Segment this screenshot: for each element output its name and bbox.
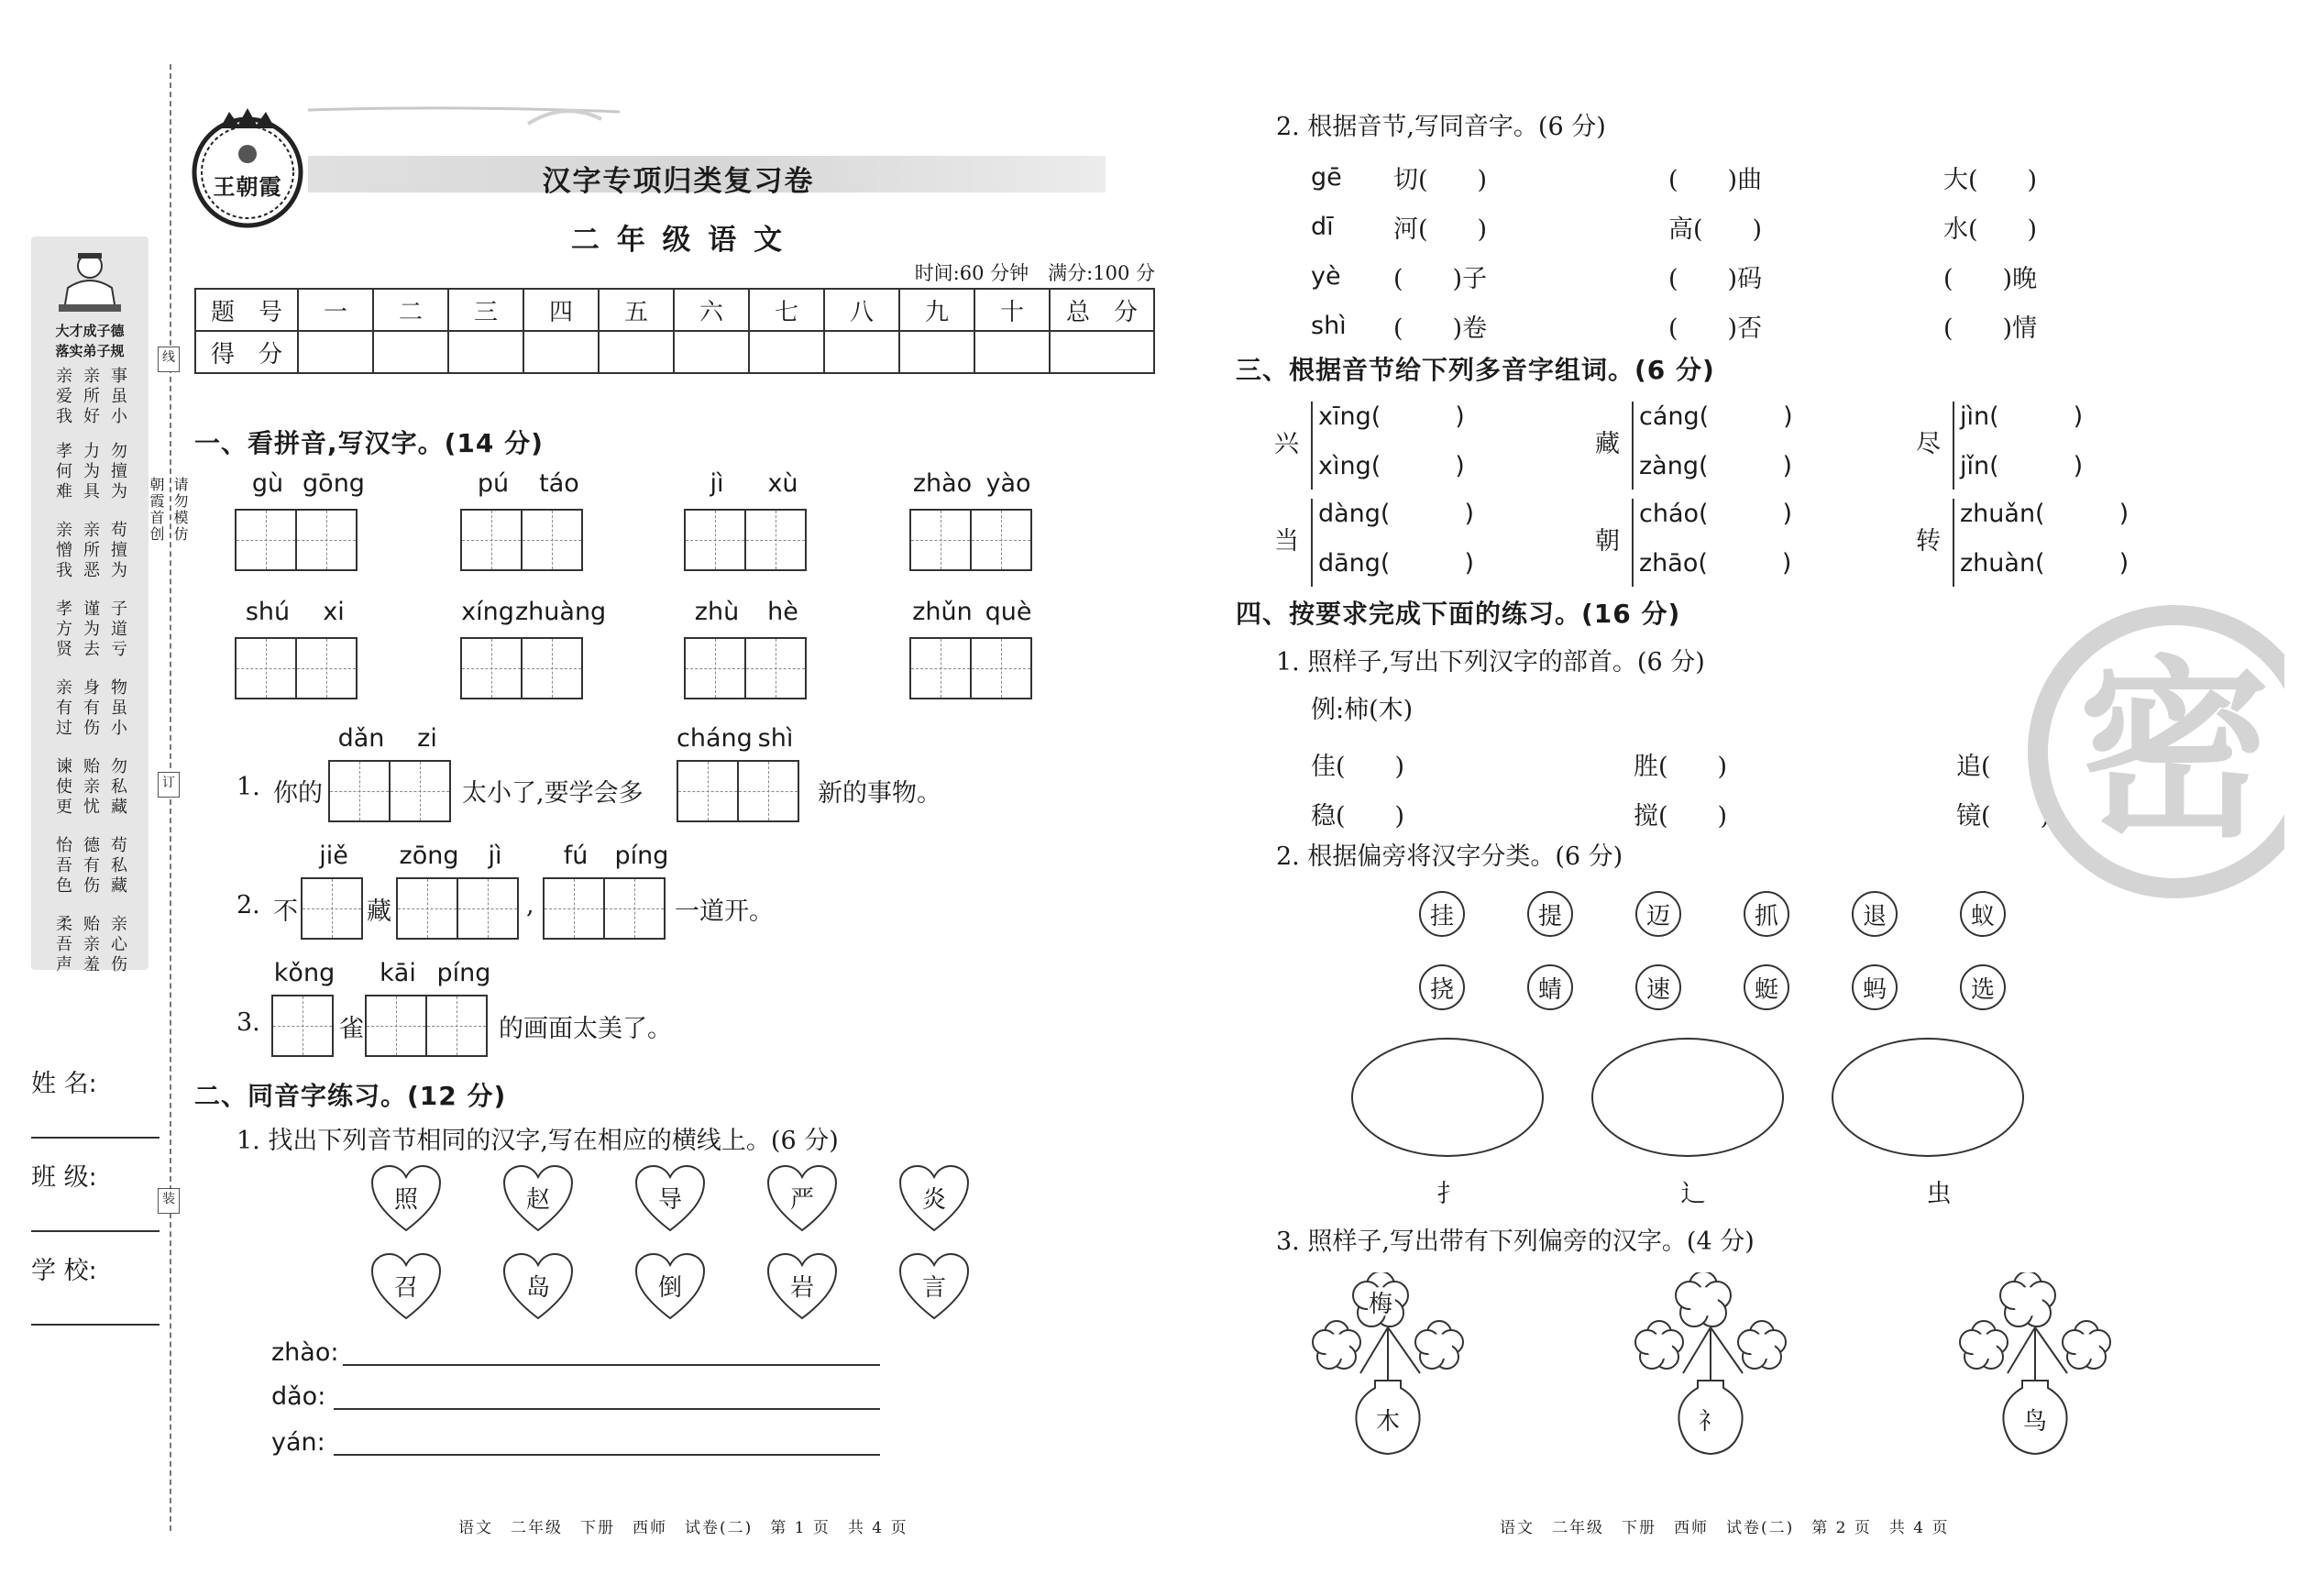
score-input-cell[interactable] (523, 331, 599, 373)
pinyin: pú (477, 469, 510, 498)
polyphone-blank[interactable]: jìn( ) (1960, 402, 2084, 431)
heart-char: 倒 (657, 1274, 682, 1302)
section1-title: 一、看拼音,写汉字。(14 分) (194, 428, 544, 458)
sentence1-grid1 (328, 724, 460, 822)
pinyin: dǎn (337, 724, 385, 753)
writing-cell[interactable] (365, 995, 427, 1057)
margin-mark: 线 (158, 347, 180, 372)
polyphone-blank[interactable]: xīng( ) (1318, 402, 1465, 431)
heart-card (634, 1164, 706, 1234)
school-field[interactable] (31, 1324, 160, 1326)
brand-emblem-icon (183, 103, 312, 231)
homophone-blank[interactable]: ( )子 (1393, 264, 1488, 293)
flower-pot (1305, 1272, 1470, 1456)
motto-line: 子道亏 (108, 600, 127, 660)
sentence1-mid: 太小了,要学会多 (462, 779, 644, 808)
watermark-text: 密 (2077, 639, 2271, 864)
score-table-cell: 总 分 (1050, 289, 1154, 331)
motto-line: 亲所好 (81, 367, 100, 427)
brace (1311, 402, 1313, 490)
class-label: 班 级: (31, 1163, 97, 1192)
pinyin: zhù (694, 598, 740, 626)
motto-line: 孝方贤 (53, 600, 72, 660)
writing-cell[interactable] (460, 509, 523, 571)
polyphone-blank[interactable]: xìng( ) (1318, 452, 1465, 480)
pinyin: shú (245, 598, 291, 626)
motto-panel (31, 237, 149, 975)
scholar-icon (55, 246, 125, 319)
polyphone-blank[interactable]: jǐn( ) (1960, 452, 2084, 480)
polyphone-blank[interactable]: zàng( ) (1639, 452, 1793, 480)
name-field[interactable] (31, 1137, 160, 1139)
answer-line-label: dǎo: (271, 1382, 326, 1411)
score-table-cell: 二 (373, 289, 448, 331)
q2-title: 2. 根据音节,写同音字。(6 分) (1276, 113, 1606, 141)
pinyin: xíng (461, 598, 514, 626)
writing-cell[interactable] (425, 995, 488, 1057)
oval-label: 扌 (1436, 1180, 1462, 1208)
answer-line-yan[interactable] (334, 1452, 880, 1456)
pinyin: gù (251, 469, 284, 498)
motto-line: 怡吾色 (53, 836, 72, 897)
binding-line (170, 64, 171, 1531)
pinyin: zhuàng (515, 598, 607, 626)
section4-q3: 3. 照样子,写出带有下列偏旁的汉字。(4 分) (1276, 1227, 1755, 1256)
pinyin-grid-group (684, 598, 816, 699)
margin-mark: 订 (158, 772, 180, 798)
vase-radical: 木 (1375, 1408, 1400, 1436)
writing-cell[interactable] (460, 637, 523, 699)
char-circle: 挂 (1419, 891, 1465, 937)
pinyin-grid-group (460, 469, 592, 571)
score-table-cell: 八 (824, 289, 899, 331)
time-info: 时间:60 分钟 满分:100 分 (914, 262, 1155, 284)
page-subtitle: 二 年 级 语 文 (570, 224, 787, 257)
score-table-header-row (195, 289, 1154, 331)
homophone-row (1311, 152, 2118, 202)
sort-oval-hand[interactable] (1351, 1038, 1544, 1157)
sentence1-pre: 你的 (273, 779, 323, 808)
heart-card (502, 1164, 574, 1234)
motto-line: 亲爱我 (53, 367, 72, 427)
homophone-blank[interactable]: 河( ) (1393, 215, 1488, 244)
sentence2-grid2 (396, 842, 528, 940)
pinyin: zhǔn (912, 598, 973, 626)
homophone-blank[interactable]: 大( ) (1943, 165, 2038, 194)
writing-cell[interactable] (744, 509, 807, 571)
char-circle: 选 (1960, 964, 2006, 1010)
pinyin: zhào (912, 469, 973, 498)
brace (1311, 499, 1313, 587)
brand-logo (183, 103, 312, 231)
sentence2-num: 2. (237, 891, 260, 919)
writing-cell[interactable] (389, 760, 451, 822)
motto-line: 物虽小 (108, 678, 127, 739)
writing-cell[interactable] (295, 637, 358, 699)
homophone-blank[interactable]: ( )晚 (1943, 264, 2038, 293)
flower-pot (1628, 1272, 1793, 1456)
heart-char: 岩 (789, 1274, 814, 1302)
brace (1953, 499, 1954, 587)
motto-line: 谏使更 (53, 757, 72, 818)
pinyin: jiě (319, 842, 348, 870)
char-circle: 蚂 (1852, 964, 1898, 1010)
footer-right: 语文 二年级 下册 西师 试卷(二) 第 2 页 共 4 页 (1500, 1519, 1950, 1537)
score-table-cell: 九 (899, 289, 974, 331)
score-input-cell[interactable] (599, 331, 674, 373)
writing-cell[interactable] (677, 760, 739, 822)
motto-line: 苟擅为 (108, 521, 127, 581)
char-circle: 迈 (1635, 891, 1681, 937)
polyphone-blank[interactable]: dàng( ) (1318, 500, 1475, 528)
homophone-blank[interactable]: ( )码 (1668, 264, 1763, 293)
score-input-cell[interactable] (298, 331, 373, 373)
writing-cell[interactable] (684, 637, 746, 699)
score-input-cell[interactable] (824, 331, 899, 373)
radical-blank[interactable]: 搅( ) (1634, 801, 1728, 831)
char-circle: 挠 (1419, 964, 1465, 1010)
sentence3-num: 3. (237, 1008, 260, 1037)
pinyin: zi (417, 724, 437, 753)
score-table-cell: 题 号 (195, 289, 298, 331)
homophone-blank[interactable]: ( )曲 (1668, 165, 1763, 194)
score-table (194, 288, 1155, 374)
pinyin: shì (757, 724, 794, 753)
polyphone-char: 兴 (1274, 430, 1299, 458)
writing-cell[interactable] (328, 760, 391, 822)
motto-line: 亲憎我 (53, 521, 72, 581)
pinyin: píng (436, 959, 491, 987)
radical-table (1311, 739, 2118, 838)
sentence2-comma: , (526, 891, 534, 919)
pinyin: kāi (380, 959, 416, 987)
polyphone-char: 藏 (1595, 430, 1620, 458)
homophone-blank[interactable]: 高( ) (1668, 215, 1763, 244)
pinyin-grid-group (684, 469, 816, 571)
pinyin: píng (614, 842, 669, 870)
writing-cell[interactable] (543, 877, 605, 940)
pinyin: shì (1311, 311, 1347, 340)
heart-card (370, 1252, 442, 1322)
polyphone-blank[interactable]: dāng( ) (1318, 549, 1475, 578)
vertical-note (147, 477, 189, 543)
writing-cell[interactable] (909, 637, 972, 699)
pinyin: gē (1311, 162, 1342, 192)
sentence2-post: 一道开。 (675, 897, 774, 926)
polyphone-blank[interactable]: zhuàn( ) (1960, 549, 2129, 578)
pinyin: gōng (303, 469, 365, 498)
sort-oval-walk[interactable] (1591, 1038, 1784, 1157)
name-label: 姓 名: (31, 1070, 97, 1098)
oval-label: 虫 (1926, 1180, 1952, 1208)
pinyin: cháng (677, 724, 753, 753)
score-table-cell: 一 (298, 289, 373, 331)
brand-logo-text: 王朝霞 (213, 173, 282, 200)
answer-line-label: yán: (271, 1428, 325, 1457)
circle-row-2 (1419, 964, 2006, 1010)
polyphone-char: 尽 (1916, 430, 1941, 458)
heart-card (898, 1164, 970, 1234)
heart-card (898, 1252, 970, 1322)
pinyin-grid-group (909, 598, 1041, 699)
writing-cell[interactable] (909, 509, 972, 571)
homophone-row (1311, 202, 2118, 251)
heart-card (370, 1164, 442, 1234)
brace (1632, 402, 1634, 490)
char-circle: 速 (1635, 964, 1681, 1010)
pinyin: xù (767, 469, 798, 498)
watermark-seal (2028, 605, 2284, 908)
pinyin: yào (985, 469, 1031, 498)
pinyin: què (985, 598, 1032, 626)
motto-line: 苟私藏 (108, 836, 127, 897)
radical-blank[interactable]: 镜( ) (1956, 801, 2051, 831)
score-table-cell: 三 (448, 289, 523, 331)
writing-cell[interactable] (235, 637, 297, 699)
brace (1953, 402, 1954, 490)
score-table-cell: 七 (749, 289, 824, 331)
polyphone-char: 朝 (1595, 527, 1620, 556)
writing-cell[interactable] (684, 509, 746, 571)
writing-cell[interactable] (295, 509, 358, 571)
motto-line: 德有伤 (81, 836, 100, 897)
score-input-cell[interactable] (373, 331, 448, 373)
motto-columns (42, 367, 138, 988)
margin-mark: 装 (158, 1188, 180, 1214)
score-input-cell[interactable] (749, 331, 824, 373)
pinyin-grid-group (235, 598, 367, 699)
writing-cell[interactable] (603, 877, 666, 940)
score-input-cell[interactable] (974, 331, 1050, 373)
score-input-cell[interactable] (899, 331, 974, 373)
motto-line: 亲所恶 (81, 521, 100, 581)
char-circle: 蚁 (1960, 891, 2006, 937)
vertical-note-1: 朝霞首创 (148, 477, 165, 543)
writing-cell[interactable] (744, 637, 807, 699)
polyphone-blank[interactable]: cáng( ) (1639, 402, 1793, 431)
score-label: 得 分 (195, 331, 298, 373)
sentence1-post: 新的事物。 (818, 779, 941, 808)
radical-example: 例:柿(木) (1311, 696, 1414, 724)
radical-row (1311, 739, 2118, 788)
homophone-blank[interactable]: 切( ) (1393, 165, 1488, 194)
section2-q1: 1. 找出下列音节相同的汉字,写在相应的横线上。(6 分) (237, 1127, 839, 1155)
homophone-blank[interactable]: ( )卷 (1393, 314, 1488, 343)
motto-line: 贻亲羞 (81, 915, 100, 975)
motto-line: 孝何难 (53, 442, 72, 502)
brace (1632, 499, 1634, 587)
flower-char: 梅 (1368, 1291, 1392, 1318)
sentence3-grid1 (271, 959, 337, 1057)
heart-char: 照 (393, 1186, 418, 1214)
score-table-cell: 十 (974, 289, 1050, 331)
pinyin: yè (1311, 261, 1341, 291)
class-field[interactable] (31, 1230, 160, 1232)
pinyin: dī (1311, 212, 1334, 241)
writing-cell[interactable] (521, 509, 583, 571)
footer-left: 语文 二年级 下册 西师 试卷(二) 第 1 页 共 4 页 (458, 1519, 908, 1537)
writing-cell[interactable] (521, 637, 583, 699)
heart-char: 炎 (921, 1186, 946, 1214)
motto-line: 亲有过 (53, 678, 72, 739)
homophone-blank[interactable]: ( )情 (1943, 314, 2038, 343)
heart-char: 严 (789, 1186, 814, 1214)
sentence2-grid3 (543, 842, 675, 940)
pinyin: táo (539, 469, 579, 498)
school-label: 学 校: (31, 1257, 97, 1285)
sentence2-grid1 (301, 842, 367, 940)
heart-char: 召 (393, 1274, 418, 1302)
pinyin: fú (563, 842, 589, 870)
heart-char: 赵 (525, 1186, 550, 1214)
motto-line: 勿擅为 (108, 442, 127, 502)
homophone-table (1311, 152, 2118, 350)
polyphone-blank[interactable]: zhuǎn( ) (1960, 500, 2129, 528)
homophone-row (1311, 251, 2118, 301)
radical-blank[interactable]: 佳( ) (1311, 752, 1405, 781)
sentence1-num: 1. (237, 773, 260, 801)
sentence3-grid2 (365, 959, 497, 1057)
motto-line: 勿私藏 (108, 757, 127, 818)
student-info (31, 1063, 160, 1326)
motto-header-2: 落实弟子规 (55, 343, 125, 359)
pinyin-grid-group (235, 469, 367, 571)
motto-line: 力为具 (81, 442, 100, 502)
pinyin: jì (488, 842, 502, 870)
answer-line-zhao[interactable] (343, 1362, 880, 1366)
pinyin: zōng (399, 842, 459, 870)
score-input-cell[interactable] (448, 331, 523, 373)
heart-card (502, 1252, 574, 1322)
sentence2-mid1: 藏 (367, 897, 391, 926)
polyphone-char: 当 (1274, 527, 1299, 556)
homophone-row (1311, 301, 2118, 350)
flower-pot (1953, 1272, 2118, 1456)
writing-cell[interactable] (970, 637, 1032, 699)
char-circle: 蜻 (1527, 964, 1573, 1010)
pinyin: kǒng (273, 959, 336, 987)
score-input-cell[interactable] (1050, 331, 1154, 373)
score-input-cell[interactable] (674, 331, 749, 373)
vase-radical: 鸟 (2022, 1408, 2047, 1436)
radical-blank[interactable]: 追( ) (1956, 752, 2051, 781)
heart-char: 岛 (525, 1274, 550, 1302)
pinyin: hè (767, 598, 798, 626)
char-circle: 蜓 (1744, 964, 1789, 1010)
pinyin: jì (710, 469, 724, 498)
sentence3-post: 的画面太美了。 (499, 1015, 672, 1043)
homophone-blank[interactable]: 水( ) (1943, 215, 2038, 244)
sentence2-pre: 不 (273, 897, 298, 926)
writing-cell[interactable] (396, 877, 458, 940)
radical-row (1311, 788, 2118, 838)
motto-line: 柔吾声 (53, 915, 72, 975)
radical-blank[interactable]: 胜( ) (1634, 752, 1728, 781)
heart-char: 言 (921, 1274, 946, 1302)
pinyin: xi (323, 598, 345, 626)
section4-q1: 1. 照样子,写出下列汉字的部首。(6 分) (1276, 648, 1705, 677)
polyphone-blank[interactable]: zhāo( ) (1639, 549, 1792, 578)
polyphone-blank[interactable]: cháo( ) (1639, 500, 1793, 528)
heart-card (766, 1164, 838, 1234)
polyphone-char: 转 (1916, 527, 1941, 556)
writing-cell[interactable] (737, 760, 799, 822)
motto-line: 身有伤 (81, 678, 100, 739)
section2-title: 二、同音字练习。(12 分) (194, 1081, 507, 1111)
score-table-cell: 六 (674, 289, 749, 331)
vertical-note-2: 请勿模仿 (171, 477, 189, 543)
radical-blank[interactable]: 稳( ) (1311, 801, 1405, 831)
heart-row-1 (370, 1164, 970, 1234)
pinyin-grid-group (909, 469, 1041, 571)
char-circle: 提 (1527, 891, 1573, 937)
writing-cell[interactable] (457, 877, 519, 940)
heart-row-2 (370, 1252, 970, 1322)
answer-line-label: zhào: (271, 1338, 339, 1367)
section4-q2: 2. 根据偏旁将汉字分类。(6 分) (1276, 842, 1623, 871)
heart-card (766, 1252, 838, 1322)
sentence1-grid2 (677, 724, 809, 822)
char-circle: 抓 (1744, 891, 1789, 937)
section3-title: 三、根据音节给下列多音字组词。(6 分) (1236, 355, 1715, 385)
vase-radical: 礻 (1698, 1408, 1722, 1436)
homophone-blank[interactable]: ( )否 (1668, 314, 1763, 343)
motto-line: 事虽小 (108, 367, 127, 427)
writing-cell[interactable] (271, 995, 334, 1057)
writing-cell[interactable] (235, 509, 297, 571)
writing-cell[interactable] (970, 509, 1032, 571)
score-table-cell: 五 (599, 289, 674, 331)
sentence3-mid: 雀 (339, 1015, 364, 1043)
motto-line: 亲心伤 (108, 915, 127, 975)
circle-row-1 (1419, 891, 2006, 937)
score-table-cell: 四 (523, 289, 599, 331)
motto-line: 谨为去 (81, 600, 100, 660)
sort-oval-insect[interactable] (1832, 1038, 2024, 1157)
writing-cell[interactable] (301, 877, 363, 940)
motto-header-1: 大才成子德 (55, 323, 125, 339)
char-circle: 退 (1852, 891, 1898, 937)
page-title: 汉字专项归类复习卷 (542, 165, 815, 198)
oval-label: 辶 (1680, 1180, 1706, 1208)
answer-line-dao[interactable] (334, 1406, 880, 1410)
section4-title: 四、按要求完成下面的练习。(16 分) (1236, 599, 1681, 629)
heart-char: 导 (657, 1186, 682, 1214)
pinyin-grid-group (460, 598, 611, 699)
score-table-score-row (195, 331, 1154, 373)
heart-card (634, 1252, 706, 1322)
motto-line: 贻亲忧 (81, 757, 100, 818)
